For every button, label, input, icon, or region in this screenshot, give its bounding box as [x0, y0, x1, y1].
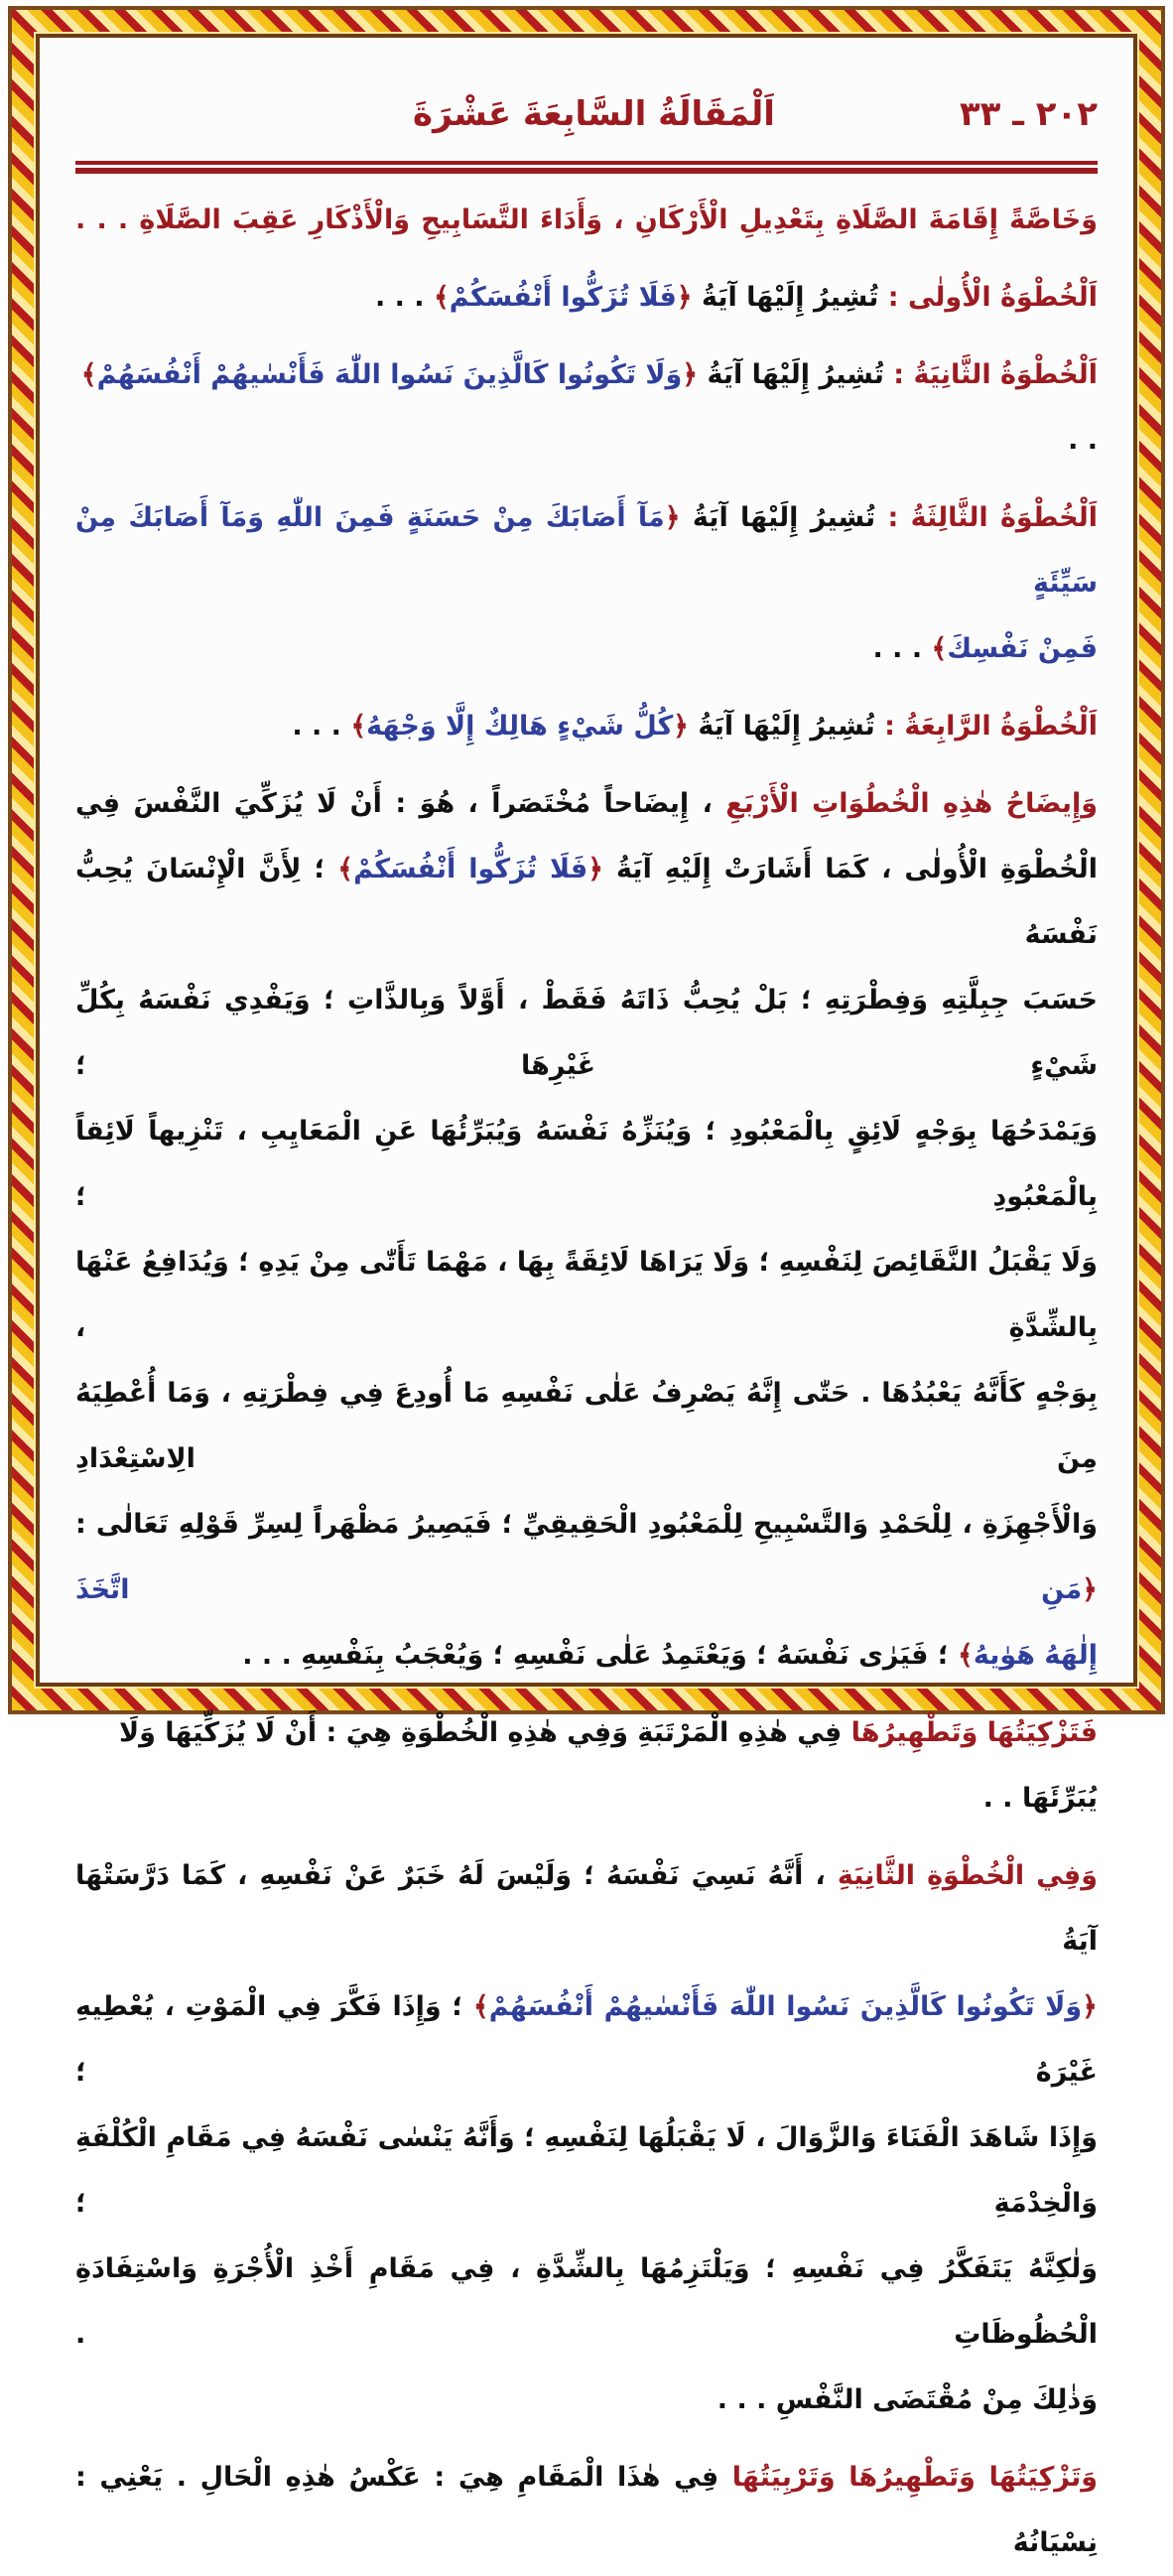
quran-verse: فَمِنْ نَفْسِكَ: [947, 633, 1098, 664]
text-line: [75, 968, 1098, 1099]
body-text: . . .: [872, 633, 932, 664]
body-text: ، إِيضَاحاً مُخْتَصَراً ، هُوَ : أَنْ لَا يُزَكِّيَ النَّفْسَ فِي: [75, 788, 726, 819]
text-line: [75, 2445, 1098, 2576]
body-text: الْخُطْوَةِ الْأُولٰى ، كَمَا أَشَارَتْ إِلَيْهِ آيَةُ: [603, 854, 1098, 884]
header-divider: [75, 161, 1098, 165]
text-line: [75, 694, 1098, 759]
page: [75, 79, 1098, 2576]
highlighted-text: وَتَزْكِيَتُهَا وَتَطْهِيرُهَا وَتَرْبِيَتُهَا: [731, 2462, 1098, 2493]
highlighted-text: ﴿: [1082, 1574, 1098, 1605]
body-text: . . .: [292, 711, 351, 742]
quran-verse: فَلَا تُزَكُّوا أَنْفُسَكُمْ: [353, 854, 588, 884]
page-header: [75, 79, 1098, 149]
highlighted-text: اَلْخُطْوَةُ الثَّالِثَةُ :: [875, 502, 1098, 533]
highlighted-text: فَتَزْكِيَتُهَا وَتَطْهِيرُهَا: [850, 1717, 1098, 1748]
quran-verse: مَنِ اتَّخَذَ: [75, 1574, 1083, 1605]
text-line: [75, 1843, 1098, 1974]
body-text: تُشِيرُ إِلَيْهَا آيَةُ: [692, 282, 879, 313]
text-line: [75, 2237, 1098, 2368]
page-title: اَلْمَقَالَةُ السَّابِعَةَ عَشْرَةَ: [413, 94, 775, 134]
quran-verse: وَلَا تَكُونُوا كَالَّذِينَ نَسُوا اللّٰهَ فَأَنْسٰيهُمْ أَنْفُسَهُمْ: [488, 1991, 1083, 2022]
body-text: تُشِيرُ إِلَيْهَا آيَةُ: [689, 711, 875, 742]
text-line: [75, 1974, 1098, 2105]
quran-verse: فَلَا تُزَكُّوا أَنْفُسَكُمْ: [449, 282, 677, 313]
body-text: وَذٰلِكَ مِنْ مُقْتَضَى النَّفْسِ . . .: [717, 2384, 1098, 2415]
highlighted-text: وَفِي الْخُطْوَةِ الثَّانِيَةِ: [837, 1860, 1099, 1891]
body-text: ؛ لِأَنَّ الْإِنْسَانَ يُحِبُّ نَفْسَهُ: [75, 854, 1098, 950]
body-text: . . .: [374, 282, 434, 313]
text-line: [75, 1623, 1098, 1689]
text-line: [75, 837, 1098, 968]
highlighted-text: وَخَاصَّةً إِقَامَةَ الصَّلَاةِ بِتَعْدِيلِ الْأَرْكَانِ ، وَأَدَاءَ التَّسَابِيحِ وَالْأَذْكَارِ عَقِبَ الصَّلَاةِ . . .: [75, 204, 1098, 235]
body-text: وَلَا يَقْبَلُ النَّقَائِصَ لِنَفْسِهِ ؛ وَلَا يَرَاهَا لَائِقَةً بِهَا ، مَهْمَا تَأَتّٰى مِنْ يَدِهِ ؛ وَيُدَافِعُ عَنْهَا بِالشِّدَّةِ ،: [75, 1247, 1098, 1343]
highlighted-text: اَلْخُطْوَةُ الثَّانِيَةُ :: [883, 359, 1098, 390]
highlighted-text: ﴾: [433, 282, 450, 313]
body-text: وَإِذَا شَاهَدَ الْفَنَاءَ وَالزَّوَالَ ، لَا يَقْبَلُهَا لِنَفْسِهِ ؛ وَأَنَّهُ يَنْسٰى نَفْسَهُ فِي مَقَامِ الْكُلْفَةِ وَالْخِدْمَةِ ؛: [75, 2122, 1098, 2219]
body-text: ؛ وَإِذَا فَكَّرَ فِي الْمَوْتِ ، يُعْطِيهِ غَيْرَهُ ؛: [75, 1991, 1098, 2088]
text-line: [75, 265, 1098, 331]
highlighted-text: اَلْخُطْوَةُ الْأُولٰى :: [878, 282, 1098, 313]
highlighted-text: ﴾: [350, 711, 367, 742]
body-text: حَسَبَ جِبِلَّتِهِ وَفِطْرَتِهِ ؛ بَلْ يُحِبُّ ذَاتَهُ فَقَطْ ، أَوَّلاً وَبِالذَّاتِ ؛ وَيَفْدِي نَفْسَهُ بِكُلِّ شَيْءٍ غَيْرِهَا ؛: [75, 985, 1098, 1081]
body-text: وَلٰكِنَّهُ يَتَفَكَّرُ فِي نَفْسِهِ ؛ وَيَلْتَزِمُهَا بِالشِّدَّةِ ، فِي مَقَامِ أَخْذِ الْأُجْرَةِ وَاسْتِفَادَةِ الْحُظُوظَاتِ .: [75, 2253, 1098, 2350]
body-text: بِوَجْهٍ كَأَنَّهُ يَعْبُدُهَا . حَتّٰى إِنَّهُ يَصْرِفُ عَلٰى نَفْسِهِ مَا أُودِعَ فِي فِطْرَتِهِ ، وَمَا أُعْطِيَهُ مِنَ الِاسْتِعْدَادِ: [75, 1378, 1098, 1474]
highlighted-text: ﴿: [587, 854, 604, 884]
highlighted-text: ﴿: [673, 711, 689, 742]
text-line: [75, 485, 1098, 616]
highlighted-text: ﴾: [931, 633, 948, 664]
body-text: وَالْأَجْهِزَةِ ، لِلْحَمْدِ وَالتَّسْبِيحِ لِلْمَعْبُودِ الْحَقِيقِيِّ ؛ فَيَصِيرُ مَظْهَراً لِسِرِّ قَوْلِهِ تَعَالٰى :: [75, 1509, 1098, 1540]
text-line: [75, 188, 1098, 253]
text-line: [75, 1230, 1098, 1361]
body-text: وَيَمْدَحُهَا بِوَجْهٍ لَائِقٍ بِالْمَعْبُودِ ؛ وَيُنَزِّهُ نَفْسَهُ وَيُبَرِّئُهَا عَنِ الْمَعَايِبِ ، تَنْزِيهاً لَائِقاً بِالْمَعْبُودِ ؛: [75, 1116, 1098, 1212]
highlighted-text: ﴿: [676, 282, 693, 313]
body-text: تُشِيرُ إِلَيْهَا آيَةُ: [680, 502, 876, 533]
highlighted-text: ﴾: [337, 854, 354, 884]
quran-verse: إِلٰهَهُ هَوٰيهُ: [973, 1640, 1098, 1671]
body-text: ، أَنَّهُ نَسِيَ نَفْسَهُ ؛ وَلَيْسَ لَهُ خَبَرٌ عَنْ نَفْسِهِ ، كَمَا دَرَّسَتْهَا آيَةُ: [75, 1860, 1098, 1957]
text-line: [75, 616, 1098, 682]
highlighted-text: ﴾: [472, 1991, 489, 2022]
body-text: . .: [1068, 425, 1098, 456]
page-number: ٢٠٢ ـ ٣٣: [959, 94, 1098, 134]
highlighted-text: ﴿: [682, 359, 699, 390]
header-divider-thick: [75, 168, 1098, 174]
text-line: [75, 2105, 1098, 2237]
text-line: [75, 342, 1098, 474]
quran-verse: مَآ أَصَابَكَ مِنْ حَسَنَةٍ فَمِنَ اللّٰهِ وَمَآ أَصَابَكَ مِنْ سَيِّئَةٍ: [75, 502, 1098, 599]
body-text: فِي هٰذِهِ الْمَرْتَبَةِ وَفِي هٰذِهِ الْخُطْوَةِ هِيَ : أَنْ لَا يُزَكِّيَهَا وَلَا يُبَرِّئَهَا . .: [118, 1717, 1098, 1814]
highlighted-text: وَإِيضَاحُ هٰذِهِ الْخُطُوَاتِ الْأَرْبَعِ: [725, 788, 1098, 819]
highlighted-text: ﴾: [958, 1640, 974, 1671]
highlighted-text: اَلْخُطْوَةُ الرَّابِعَةُ :: [874, 711, 1098, 742]
quran-verse: وَلَا تَكُونُوا كَالَّذِينَ نَسُوا اللّٰهَ فَأَنْسٰيهُمْ أَنْفُسَهُمْ: [96, 359, 683, 390]
body-text: فِي هٰذَا الْمَقَامِ هِيَ : عَكْسُ هٰذِهِ الْحَالِ . يَعْنِي : نِسْيَانُهُ: [75, 2462, 1098, 2558]
text-line: [75, 771, 1098, 837]
highlighted-text: ﴾: [80, 359, 97, 390]
highlighted-text: ﴿: [664, 502, 681, 533]
text-line: [75, 1492, 1098, 1623]
text-line: [75, 1099, 1098, 1230]
text-body: [75, 188, 1098, 2576]
body-text: ؛ فَيَرٰى نَفْسَهُ ؛ وَيَعْتَمِدُ عَلٰى نَفْسِهِ ؛ وَيُعْجَبُ بِنَفْسِهِ . . .: [242, 1640, 959, 1671]
body-text: تُشِيرُ إِلَيْهَا آيَةُ: [698, 359, 884, 390]
text-line: [75, 1361, 1098, 1492]
text-line: [75, 2368, 1098, 2433]
highlighted-text: ﴿: [1082, 1991, 1098, 2022]
quran-verse: كُلُّ شَيْءٍ هَالِكٌ إِلَّا وَجْهَهُ: [366, 711, 674, 742]
